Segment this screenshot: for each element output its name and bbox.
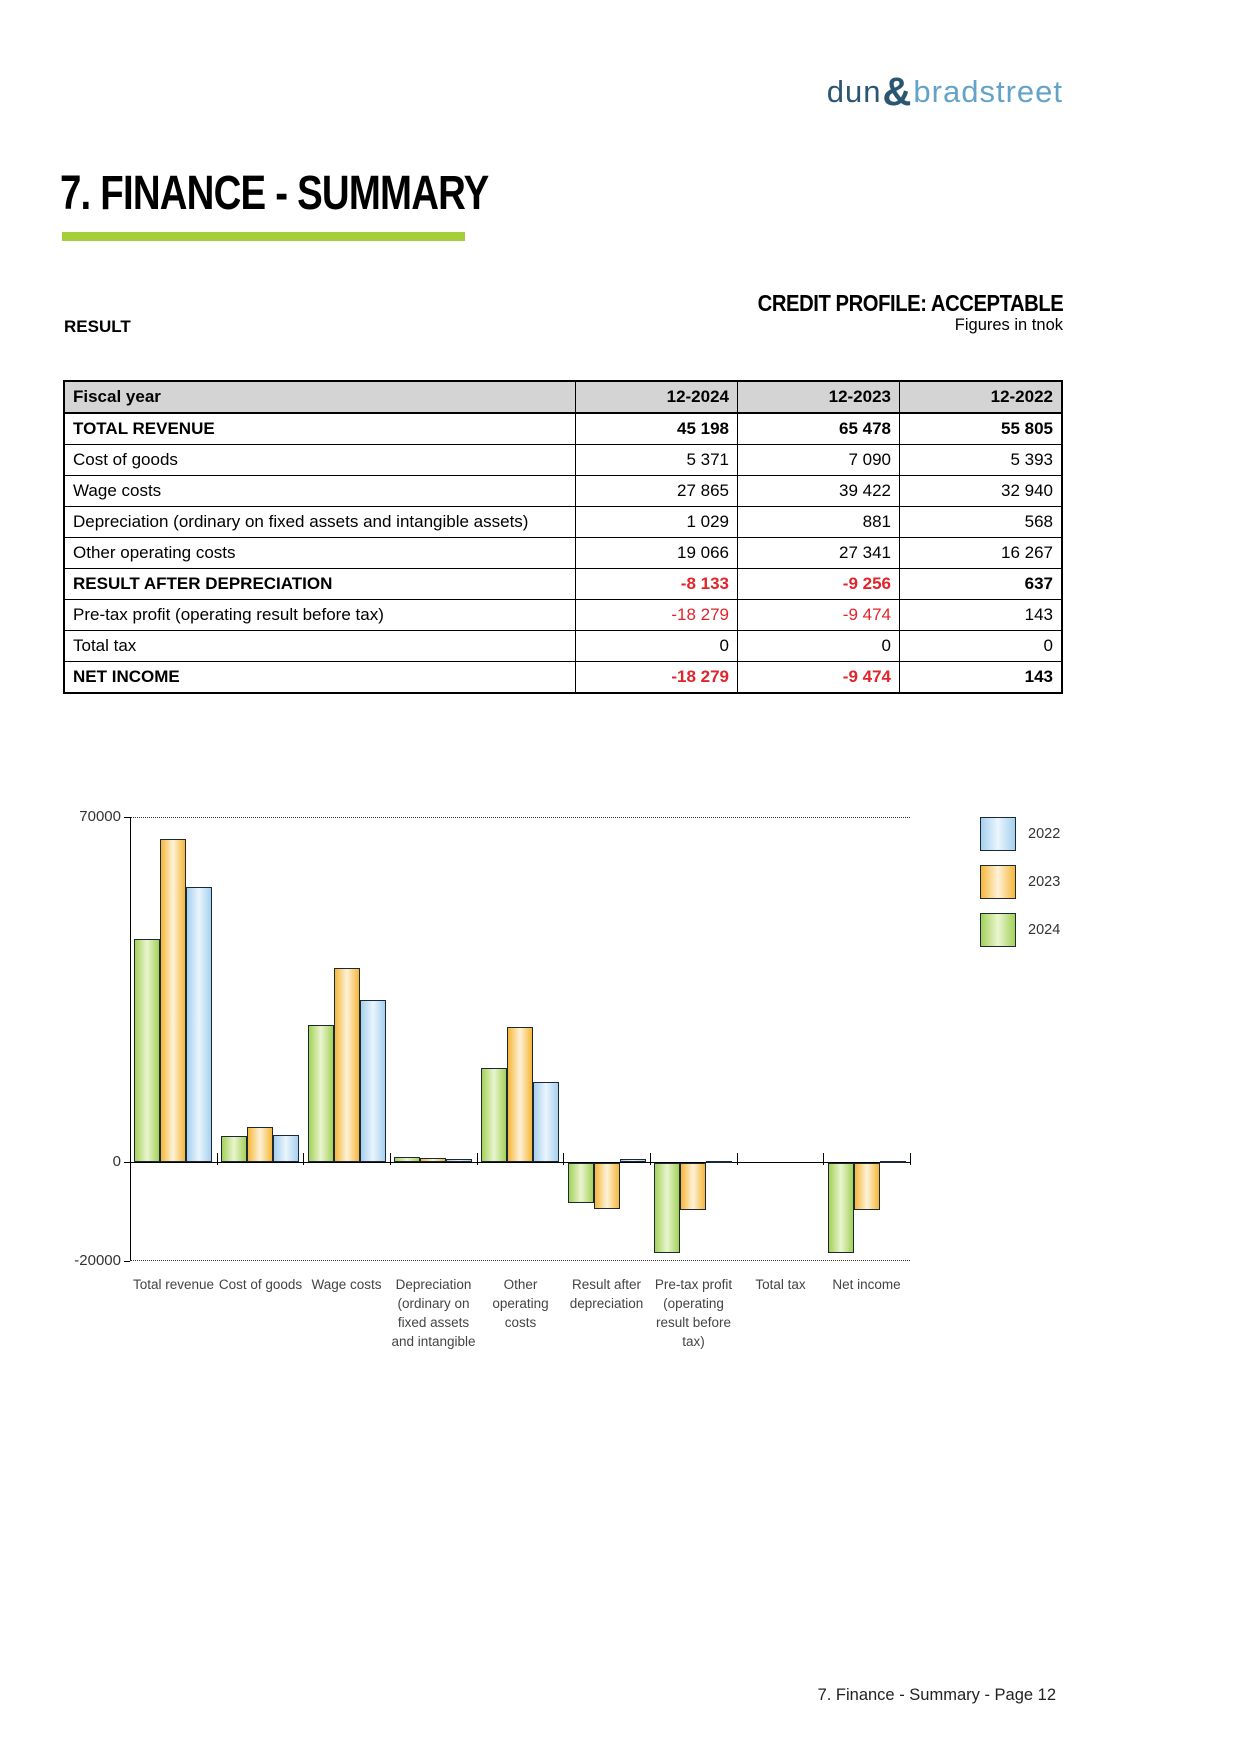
row-value: 16 267 (900, 538, 1063, 569)
row-label: TOTAL REVENUE (64, 413, 576, 445)
y-tick-mark (124, 817, 130, 818)
row-value: 568 (900, 507, 1063, 538)
table-row (64, 569, 1062, 600)
x-tick-mark (737, 1153, 738, 1165)
bar-2023 (507, 1027, 533, 1162)
legend-swatch-2022 (980, 817, 1016, 851)
row-label: Other operating costs (64, 538, 576, 569)
bar-2023 (247, 1127, 273, 1162)
row-value: 65 478 (738, 413, 900, 445)
column-header-period: 12-2022 (900, 381, 1063, 413)
row-value: 27 865 (576, 476, 738, 507)
x-tick-mark (217, 1153, 218, 1165)
x-tick-mark (910, 1153, 911, 1165)
title-underline (62, 232, 465, 241)
x-tick-mark (563, 1153, 564, 1165)
bar-2022 (620, 1159, 646, 1162)
gridline (130, 1260, 910, 1261)
row-value: 45 198 (576, 413, 738, 445)
result-table-body (64, 413, 1062, 693)
y-tick-mark (124, 1261, 130, 1262)
bar-2022 (880, 1161, 906, 1163)
legend-label-2022: 2022 (1028, 826, 1061, 842)
row-value: 0 (900, 631, 1063, 662)
finance-chart (63, 730, 1063, 1450)
table-row (64, 600, 1062, 631)
x-tick-mark (303, 1153, 304, 1165)
category-label: Result after depreciation (569, 1277, 644, 1311)
row-value: 5 371 (576, 445, 738, 476)
row-value: -9 474 (738, 600, 900, 631)
table-row (64, 445, 1062, 476)
row-value: 0 (576, 631, 738, 662)
row-value: -18 279 (576, 662, 738, 694)
bar-2022 (273, 1135, 299, 1162)
row-value: -8 133 (576, 569, 738, 600)
bar-2022 (186, 887, 212, 1162)
bar-2022 (533, 1082, 559, 1162)
row-value: 5 393 (900, 445, 1063, 476)
bar-2022 (706, 1161, 732, 1163)
category-label: Total revenue (132, 1277, 215, 1292)
x-tick-mark (390, 1153, 391, 1165)
y-tick-label: 70000 (79, 808, 121, 825)
column-header-period: 12-2024 (576, 381, 738, 413)
row-label: RESULT AFTER DEPRECIATION (64, 569, 576, 600)
bar-2023 (680, 1163, 706, 1210)
category-label: Net income (832, 1277, 901, 1292)
legend-label-2024: 2024 (1028, 922, 1061, 938)
row-value: -18 279 (576, 600, 738, 631)
x-tick-mark (823, 1153, 824, 1165)
row-value: 7 090 (738, 445, 900, 476)
row-value: 19 066 (576, 538, 738, 569)
row-value: 143 (900, 600, 1063, 631)
table-row (64, 662, 1062, 694)
x-tick-mark (650, 1153, 651, 1165)
row-label: Pre-tax profit (operating result before tax) (64, 600, 576, 631)
x-tick-mark (477, 1153, 478, 1165)
bar-2024 (481, 1068, 507, 1162)
row-value: -9 474 (738, 662, 900, 694)
figures-unit-note: Figures in tnok (954, 316, 1063, 334)
bar-2023 (160, 839, 186, 1162)
bar-2022 (446, 1159, 472, 1162)
row-label: Total tax (64, 631, 576, 662)
bar-2023 (334, 968, 360, 1162)
page-footer: 7. Finance - Summary - Page 12 (817, 1686, 1056, 1704)
y-tick-label: 0 (112, 1153, 121, 1170)
bar-2023 (594, 1163, 620, 1209)
column-header-fiscal-year: Fiscal year (64, 381, 576, 413)
y-tick-mark (124, 1162, 130, 1163)
row-value: 0 (738, 631, 900, 662)
table-row (64, 413, 1062, 445)
bar-2024 (134, 939, 160, 1162)
bar-2022 (360, 1000, 386, 1162)
bar-2023 (854, 1163, 880, 1210)
legend-swatch-2023 (980, 865, 1016, 899)
row-value: 143 (900, 662, 1063, 694)
legend-label-2023: 2023 (1028, 874, 1061, 890)
table-row (64, 631, 1062, 662)
y-tick-label: -20000 (74, 1252, 121, 1269)
zero-baseline (130, 1162, 910, 1163)
result-section-label: RESULT (64, 317, 131, 336)
row-label: Wage costs (64, 476, 576, 507)
table-row (64, 476, 1062, 507)
category-label: Depreciation (ordinary on fixed assets and intangible (391, 1277, 476, 1349)
bar-2024 (828, 1163, 854, 1253)
table-row (64, 538, 1062, 569)
logo-text-dun: dun (826, 74, 882, 109)
row-label: NET INCOME (64, 662, 576, 694)
row-label: Depreciation (ordinary on fixed assets and intangible assets) (64, 507, 576, 538)
row-value: 55 805 (900, 413, 1063, 445)
row-value: 39 422 (738, 476, 900, 507)
bar-2024 (394, 1157, 420, 1162)
table-row (64, 507, 1062, 538)
gridline (130, 817, 910, 818)
category-label: Total tax (755, 1277, 806, 1292)
credit-profile-heading: CREDIT PROFILE: ACCEPTABLE (757, 290, 1063, 316)
bar-2024 (568, 1163, 594, 1203)
logo-text-bradstreet: bradstreet (913, 74, 1063, 109)
row-value: 32 940 (900, 476, 1063, 507)
y-axis (130, 817, 131, 1260)
table-header-row (64, 381, 1062, 413)
result-table (63, 380, 1063, 694)
bar-2024 (308, 1025, 334, 1162)
legend-swatch-2024 (980, 913, 1016, 947)
dnb-logo (827, 70, 1063, 115)
category-label: Cost of goods (218, 1277, 303, 1292)
bar-2024 (221, 1136, 247, 1162)
bar-2024 (654, 1163, 680, 1253)
category-label: Other operating costs (492, 1277, 549, 1330)
row-value: 881 (738, 507, 900, 538)
column-header-period: 12-2023 (738, 381, 900, 413)
page-title: 7. FINANCE - SUMMARY (60, 167, 489, 220)
row-value: 27 341 (738, 538, 900, 569)
category-label: Pre-tax profit (operating result before tax) (654, 1277, 733, 1349)
row-value: 637 (900, 569, 1063, 600)
logo-ampersand-icon: & (882, 70, 913, 114)
result-table-head (64, 381, 1062, 413)
bar-2023 (420, 1158, 446, 1162)
row-value: 1 029 (576, 507, 738, 538)
row-value: -9 256 (738, 569, 900, 600)
row-label: Cost of goods (64, 445, 576, 476)
category-label: Wage costs (311, 1277, 382, 1292)
